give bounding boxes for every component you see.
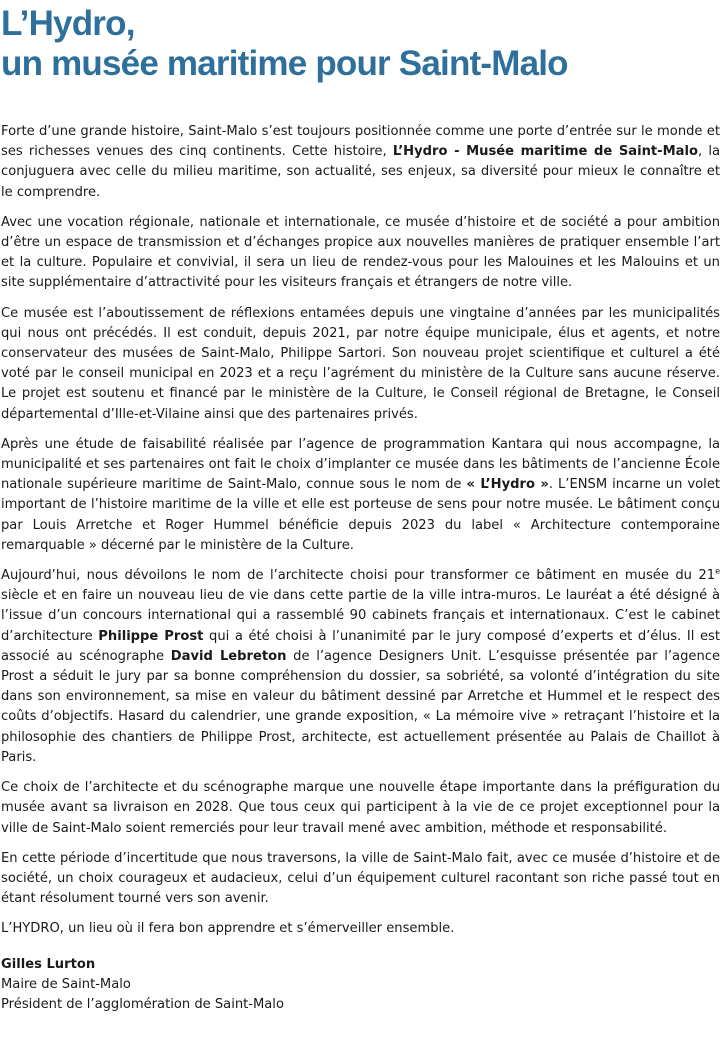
paragraph-5-text-f: de l’agence Designers Unit. L’esquisse présentée par l’agence Prost a séduit le jury par sa bonne compréhension du dossier, sa sobriété, sa volonté d’intégration du site dans son environnement, sa mise en valeur du bâtiment dessiné par Arretche et Hummel et le respect des coûts d’objectifs. Hasard du calendrier, une grande exposition, « La mémoire vive » retraçant l’histoire et la philosophie des chantiers de Philippe Prost, architecte, est actuellement présentée au Palais de Chaillot à Paris. (1, 648, 721, 765)
paragraph-4 (1, 435, 720, 556)
paragraph-5 (1, 566, 720, 768)
paragraph-3: Ce musée est l’aboutissement de réflexions entamées depuis une vingtaine d’années par les municipalités qui nous ont précédés. Il est conduit, depuis 2021, par notre équipe municipale, élus et agents, et notre conservateur des musées de Saint-Malo, Philippe Sartori. Son nouveau projet scientifique et culturel a été voté par le conseil municipal en 2023 et a reçu l’agrément du ministère de la Culture sans aucune réserve. Le projet est soutenu et financé par le ministère de la Culture, le Conseil régional de Bretagne, le Conseil départemental d’Ille-et-Vilaine ainsi que des partenaires privés. (1, 305, 720, 422)
signatory-role-2: Président de l’agglomération de Saint-Malo (1, 996, 284, 1012)
title-line-1: L’Hydro, (1, 4, 135, 43)
signatory-role-1: Maire de Saint-Malo (1, 976, 131, 992)
paragraph-2: Avec une vocation régionale, nationale et internationale, ce musée d’histoire et de société a pour ambition d’être un espace de transmission et d’échanges propice aux nouvelles manières de pratiquer ensemble l’art et la culture. Populaire et convivial, il sera un lieu de rendez-vous pour les Malouines et les Malouins et un site supplémentaire d’attractivité pour les visiteurs français et étrangers de notre ville. (1, 214, 720, 291)
paragraph-7: En cette période d’incertitude que nous traversons, la ville de Saint-Malo fait, avec ce musée d’histoire et de société, un choix courageux et audacieux, celui d’un équipement culturel racontant son riche passé tout en étant résolument tourné vers son avenir. (1, 850, 720, 907)
paragraph-8: L’HYDRO, un lieu où il fera bon apprendre et s’émerveiller ensemble. (1, 921, 455, 937)
paragraph-5-text-b: siècle et en faire un nouveau lieu de vie dans cette partie de la ville intra-muros. Le lauréat a été désigné à l’issue d’un concours international qui a rassemblé 90 cabinets français et internationaux. C’est le cabinet d’architecture (1, 588, 720, 644)
paragraph-6: Ce choix de l’architecte et du scénographe marque une nouvelle étape importante dans la préfiguration du musée avant sa livraison en 2028. Que tous ceux qui participent à la vie de ce projet exceptionnel pour la ville de Saint-Malo soient remerciés pour leur travail mené avec ambition, méthode et responsabilité. (1, 780, 720, 836)
paragraph-1-text-c: , la conjuguera avec celle du milieu maritime, son actualité, ses enjeux, sa diversité pour mieux le connaître et le comprendre. (1, 144, 720, 200)
paragraph-1-text-a: Forte d’une grande histoire, Saint-Malo s’est toujours positionnée comme une porte d’entrée sur le monde et ses richesses venues des cinq continents. Cette histoire, (1, 124, 720, 160)
page-title (1, 0, 720, 84)
paragraph-5-text-d: qui a été choisi à l’unanimité par le jury composé d’experts et d’élus. Il est associé au scénographe (1, 628, 720, 664)
architect-name-bold: Philippe Prost (98, 628, 204, 644)
paragraph-1 (1, 122, 720, 203)
paragraph-4-text-a: Après une étude de faisabilité réalisée par l’agence de programmation Kantara qui nous accompagne, la municipalité et ses partenaires ont fait le choix d’implanter ce musée dans les bâtiments de l’ancienne École nationale supérieure maritime de Saint-Malo, connue sous le nom de (1, 436, 720, 493)
paragraph-4-text-c: . L’ENSM incarne un volet important de l’histoire maritime de la ville et elle est porteuse de sens pour notre musée. Le bâtiment conçu par Louis Arretche et Roger Hummel bénéficie depuis 2023 du label « Architecture contemporaine remarquable » décerné par le ministère de la Culture. (1, 477, 721, 553)
signature-block (1, 955, 720, 1016)
title-line-2: un musée maritime pour Saint-Malo (1, 44, 568, 83)
scenographer-name-bold: David Lebreton (170, 648, 287, 664)
century-superscript: e (715, 566, 720, 576)
signatory-name: Gilles Lurton (1, 956, 96, 972)
museum-name-bold: L’Hydro - Musée maritime de Saint-Malo (392, 144, 698, 160)
hydro-name-bold: « L’Hydro » (466, 477, 549, 493)
paragraph-5-text-a: Aujourd’hui, nous dévoilons le nom de l’architecte choisi pour transformer ce bâtiment en musée du 21 (1, 568, 716, 584)
article-body (1, 122, 720, 940)
